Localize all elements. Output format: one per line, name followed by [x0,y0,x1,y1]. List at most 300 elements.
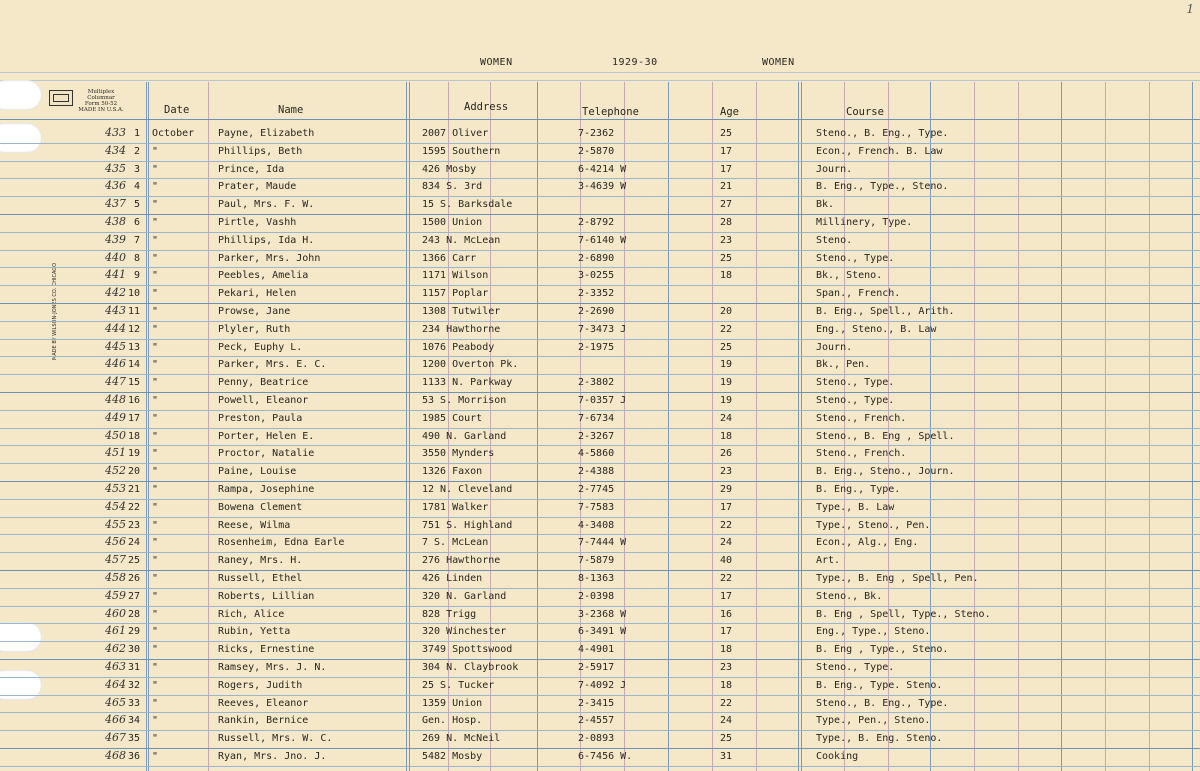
table-row [0,410,1200,428]
row-date: " [152,359,159,371]
row-telephone: 7-7444 W [578,537,627,549]
header-women-left: WOMEN [480,57,513,68]
table-row [0,321,1200,339]
table-row [0,641,1200,659]
table-row [0,570,1200,588]
row-telephone: 3-0255 [578,270,615,282]
row-date: " [152,163,159,175]
table-row [0,267,1200,285]
row-telephone: 7-7583 [578,501,615,513]
row-course: Type., B. Eng. Steno. [816,733,943,745]
row-line-number: 26 [127,573,140,584]
col-header-name: Name [278,104,304,116]
binder-hole [0,80,42,110]
row-line-number: 6 [133,217,140,228]
row-telephone: 2-4388 [578,466,615,478]
row-age: 19 [719,359,733,371]
row-age: 22 [719,323,733,335]
row-telephone: 2-5870 [578,145,615,157]
row-address: 12 N. Cleveland [422,484,513,495]
row-date: " [152,590,159,602]
row-telephone: 2-7745 [578,484,615,495]
row-line-number: 12 [127,323,140,335]
table-row [0,143,1200,161]
row-address: 15 S. Barksdale [422,199,513,211]
row-address: 751 S. Highland [422,519,513,531]
row-telephone: 7-5879 [578,555,615,567]
row-telephone: 7-2362 [578,128,615,139]
row-course: Steno., Type. [816,662,895,673]
table-row [0,178,1200,196]
row-course: Steno., French. [816,448,907,460]
table-row [0,517,1200,535]
row-seq-number: 440 [105,250,126,264]
row-date: " [152,323,159,335]
row-address: 2007 Oliver [422,128,489,139]
row-date: " [152,395,159,406]
table-row [0,125,1200,143]
row-telephone: 7-6140 W [578,234,627,246]
header-rule [0,119,1200,120]
row-date: October [152,128,195,139]
row-age: 29 [719,484,733,495]
row-age: 17 [719,163,733,175]
row-name: Plyler, Ruth [218,323,291,335]
row-line-number: 27 [127,590,140,602]
row-name: Penny, Beatrice [218,377,309,389]
table-row [0,481,1200,499]
top-rule-2 [0,80,1200,81]
row-course: Econ., French. B. Law [816,145,943,157]
col-header-age: Age [720,106,739,118]
row-seq-number: 449 [105,410,126,424]
header-women-right: WOMEN [762,57,795,68]
table-row [0,161,1200,179]
row-seq-number: 468 [105,749,126,762]
row-address: 1308 Tutwiler [422,306,501,317]
row-line-number: 18 [127,430,140,442]
row-line-number: 30 [127,644,140,656]
row-date: " [152,145,159,157]
row-line-number: 35 [127,733,140,745]
row-line-number: 19 [127,448,140,460]
row-seq-number: 447 [105,375,126,389]
row-address: 828 Trigg [422,608,477,620]
row-address: 1157 Poplar [422,288,489,300]
row-telephone: 3-4639 W [578,181,627,193]
row-name: Roberts, Lillian [218,590,315,602]
row-telephone: 4-3408 [578,519,615,531]
row-address: 1076 Peabody [422,341,495,353]
table-row [0,552,1200,570]
row-address: 426 Linden [422,573,483,584]
row-name: Bowena Clement [218,501,303,513]
row-date: " [152,662,159,673]
table-row [0,748,1200,766]
row-age: 17 [719,626,733,638]
row-telephone: 2-4557 [578,715,615,727]
row-address: 1366 Carr [422,252,477,264]
col-header-date: Date [164,104,190,116]
row-seq-number: 454 [105,499,126,513]
row-address: 269 N. McNeil [422,733,501,745]
row-course: B. Eng , Spell, Type., Steno. [816,608,991,620]
row-telephone: 2-8792 [578,217,615,228]
row-name: Ricks, Ernestine [218,644,315,656]
row-line-number: 3 [133,163,140,175]
row-name: Rampa, Josephine [218,484,315,495]
row-name: Payne, Elizabeth [218,128,315,139]
row-telephone: 2-2690 [578,306,615,317]
row-date: " [152,751,159,762]
row-telephone: 2-1975 [578,341,615,353]
row-date: " [152,199,159,211]
row-age: 23 [719,234,733,246]
col-header-course: Course [846,106,884,118]
table-row [0,339,1200,357]
row-age: 25 [719,733,733,745]
row-telephone: 2-3352 [578,288,615,300]
row-line-number: 34 [127,715,140,727]
row-telephone: 2-3415 [578,697,615,709]
row-name: Porter, Helen E. [218,430,315,442]
row-seq-number: 437 [105,197,126,211]
row-line-number: 5 [133,199,140,211]
row-age: 17 [719,590,733,602]
row-name: Prince, Ida [218,163,285,175]
row-seq-number: 461 [105,624,126,638]
row-age: 23 [719,466,733,478]
row-age: 25 [719,341,733,353]
row-age: 18 [719,270,733,282]
row-age: 40 [719,555,733,567]
row-course: B. Eng., Type. Steno. [816,679,943,691]
row-telephone: 2-6890 [578,252,615,264]
row-address: Gen. Hosp. [422,715,483,727]
row-line-number: 9 [133,270,140,282]
row-date: " [152,234,159,246]
row-course: Steno., Type. [816,252,895,264]
row-telephone: 3-2368 W [578,608,627,620]
row-date: " [152,430,159,442]
row-date: " [152,377,159,389]
row-address: 490 N. Garland [422,430,507,442]
row-name: Rankin, Bernice [218,715,309,727]
row-address: 3749 Spottswood [422,644,513,656]
row-telephone: 2-3802 [578,377,615,389]
page-corner-mark: 1 [1186,2,1194,16]
row-course: Type., B. Eng , Spell, Pen. [816,573,979,584]
row-address: 426 Mosby [422,163,477,175]
table-row [0,677,1200,695]
table-row [0,445,1200,463]
row-line-number: 21 [127,484,140,495]
row-line-number: 8 [133,252,140,264]
row-name: Paul, Mrs. F. W. [218,199,315,211]
row-course: Journ. [816,341,853,353]
row-line-number: 16 [127,395,140,406]
header-year: 1929-30 [612,57,658,68]
row-line-number: 10 [127,288,140,300]
row-age: 18 [719,679,733,691]
row-date: " [152,519,159,531]
row-date: " [152,644,159,656]
row-telephone: 6-3491 W [578,626,627,638]
row-course: B. Eng., Type. [816,484,901,495]
row-name: Pekari, Helen [218,288,297,300]
row-seq-number: 451 [105,446,126,460]
row-telephone: 6-7456 W. [578,751,633,762]
row-seq-number: 467 [105,731,126,745]
row-seq-number: 444 [105,321,126,335]
row-name: Parker, Mrs. E. C. [218,359,327,371]
row-age: 18 [719,644,733,656]
row-date: " [152,466,159,478]
row-name: Reeves, Eleanor [218,697,309,709]
row-course: B. Eng , Type., Steno. [816,644,949,656]
row-address: 1359 Union [422,697,483,709]
row-course: Millinery, Type. [816,217,913,228]
row-telephone: 7-4092 J [578,679,627,691]
form-logo [49,90,73,106]
form-label [76,89,126,113]
table-row [0,303,1200,321]
row-age: 23 [719,662,733,673]
row-line-number: 32 [127,679,140,691]
row-address: 3550 Mynders [422,448,495,460]
row-course: Eng., Type., Steno. [816,626,931,638]
row-course: Steno., French. [816,412,907,424]
maker-imprint: MADE BY WILSON-JONES CO. CHICAGO [52,262,58,360]
row-address: 5482 Mosby [422,751,483,762]
row-line-number: 24 [127,537,140,549]
table-row [0,463,1200,481]
row-date: " [152,341,159,353]
row-course: Span., French. [816,288,901,300]
table-row [0,730,1200,748]
row-date: " [152,270,159,282]
row-date: " [152,252,159,264]
row-seq-number: 458 [105,571,126,584]
row-date: " [152,181,159,193]
row-telephone: 4-4901 [578,644,615,656]
row-name: Prowse, Jane [218,306,291,317]
row-date: " [152,448,159,460]
row-seq-number: 439 [105,232,126,246]
row-date: " [152,412,159,424]
row-seq-number: 441 [105,268,126,282]
row-age: 18 [719,430,733,442]
row-course: Steno., B. Eng , Spell. [816,430,955,442]
form-made-in: MADE IN U.S.A. [78,107,124,113]
row-address: 1133 N. Parkway [422,377,513,389]
row-address: 25 S. Tucker [422,679,495,691]
row-line-number: 36 [127,751,140,762]
row-seq-number: 442 [105,286,126,300]
row-line-number: 23 [127,519,140,531]
col-header-telephone: Telephone [582,106,639,118]
row-line-number: 29 [127,626,140,638]
row-telephone: 8-1363 [578,573,615,584]
row-name: Raney, Mrs. H. [218,555,303,567]
row-seq-number: 436 [105,179,126,193]
table-row [0,606,1200,624]
row-name: Powell, Eleanor [218,395,309,406]
form-number: Form 50-52 [84,101,118,107]
table-row [0,374,1200,392]
row-seq-number: 452 [105,464,126,478]
table-row [0,695,1200,713]
row-line-number: 17 [127,412,140,424]
table-row [0,428,1200,446]
row-age: 24 [719,537,733,549]
row-date: " [152,484,159,495]
row-course: Steno., Type. [816,377,895,389]
row-age: 19 [719,395,733,406]
row-age: 24 [719,715,733,727]
row-course: Art. [816,555,841,567]
row-seq-number: 465 [105,695,126,709]
col-header-address: Address [464,101,509,113]
row-date: " [152,555,159,567]
row-line-number: 31 [127,662,140,673]
row-course: Bk., Steno. [816,270,883,282]
row-age: 27 [719,199,733,211]
row-address: 834 S. 3rd [422,181,483,193]
row-course: Bk., Pen. [816,359,871,371]
row-age: 22 [719,573,733,584]
table-row [0,499,1200,517]
row-name: Ramsey, Mrs. J. N. [218,662,327,673]
row-line-number: 20 [127,466,140,478]
row-course: Bk. [816,199,835,211]
row-course: B. Eng., Steno., Journ. [816,466,955,478]
row-age: 21 [719,181,733,193]
row-age: 17 [719,501,733,513]
form-brand: Multiplex Columnar [87,89,115,101]
row-date: " [152,679,159,691]
row-age: 25 [719,128,733,139]
row-line-number: 1 [133,128,140,139]
row-seq-number: 460 [105,606,126,620]
row-date: " [152,626,159,638]
row-line-number: 15 [127,377,140,389]
row-name: Russell, Ethel [218,573,303,584]
table-row [0,534,1200,552]
row-course: Steno., B. Eng., Type. [816,697,949,709]
row-age: 16 [719,608,733,620]
row-telephone: 6-4214 W [578,163,627,175]
row-seq-number: 462 [105,642,126,656]
row-line-number: 14 [127,359,140,371]
row-name: Peck, Euphy L. [218,341,303,353]
row-seq-number: 448 [105,393,126,406]
row-telephone: 4-5860 [578,448,615,460]
row-seq-number: 450 [105,428,126,442]
row-address: 234 Hawthorne [422,323,501,335]
row-seq-number: 445 [105,339,126,353]
row-telephone: 2-3267 [578,430,615,442]
row-course: Steno., Type. [816,395,895,406]
row-name: Proctor, Natalie [218,448,315,460]
row-date: " [152,733,159,745]
row-seq-number: 434 [105,143,126,157]
row-date: " [152,501,159,513]
row-course: Econ., Alg., Eng. [816,537,919,549]
row-course: Type., Steno., Pen. [816,519,931,531]
row-address: 304 N. Claybrook [422,662,519,673]
row-name: Rosenheim, Edna Earle [218,537,345,549]
row-address: 1985 Court [422,412,483,424]
row-name: Reese, Wilma [218,519,291,531]
table-row [0,214,1200,232]
row-age: 17 [719,145,733,157]
row-date: " [152,288,159,300]
row-line-number: 2 [133,145,140,157]
row-date: " [152,697,159,709]
row-line-number: 13 [127,341,140,353]
top-rule [0,72,1200,73]
row-course: Steno. [816,234,853,246]
row-age: 26 [719,448,733,460]
row-address: 243 N. McLean [422,234,501,246]
row-telephone: 7-3473 J [578,323,627,335]
row-seq-number: 433 [105,126,126,139]
table-row [0,356,1200,374]
row-seq-number: 446 [105,357,126,371]
row-address: 276 Hawthorne [422,555,501,567]
row-address: 1781 Walker [422,501,489,513]
row-name: Pirtle, Vashh [218,217,297,228]
row-date: " [152,573,159,584]
row-address: 53 S. Morrison [422,395,507,406]
row-date: " [152,217,159,228]
row-age: 19 [719,377,733,389]
row-course: B. Eng., Spell., Arith. [816,306,955,317]
row-seq-number: 464 [105,677,126,691]
row-seq-number: 466 [105,713,126,727]
row-name: Rich, Alice [218,608,285,620]
row-name: Phillips, Beth [218,145,303,157]
row-address: 7 S. McLean [422,537,489,549]
row-age: 24 [719,412,733,424]
row-address: 1500 Union [422,217,483,228]
row-course: Cooking [816,751,859,762]
row-address: 1326 Faxon [422,466,483,478]
row-course: Steno., B. Eng., Type. [816,128,949,139]
table-row [0,250,1200,268]
table-row [0,196,1200,214]
table-row [0,588,1200,606]
row-name: Parker, Mrs. John [218,252,321,264]
row-line-number: 11 [127,306,140,317]
row-telephone: 2-5917 [578,662,615,673]
table-row [0,392,1200,410]
row-age: 22 [719,519,733,531]
row-age: 25 [719,252,733,264]
table-row [0,659,1200,677]
table-row [0,623,1200,641]
row-course: B. Eng., Type., Steno. [816,181,949,193]
row-seq-number: 443 [105,304,126,317]
row-age: 22 [719,697,733,709]
row-seq-number: 435 [105,161,126,175]
row-name: Peebles, Amelia [218,270,309,282]
row-seq-number: 463 [105,660,126,673]
row-address: 320 N. Garland [422,590,507,602]
row-name: Russell, Mrs. W. C. [218,733,333,745]
row-line-number: 28 [127,608,140,620]
